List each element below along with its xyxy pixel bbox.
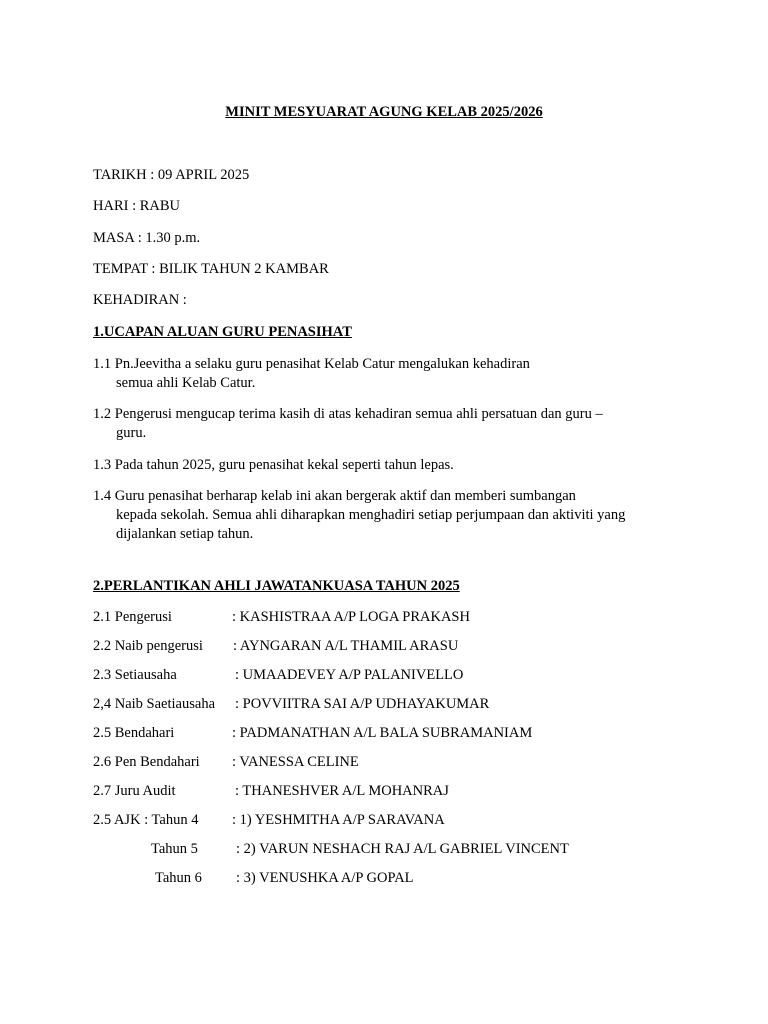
committee-label: Tahun 5 (151, 841, 198, 857)
committee-value: : UMAADEVEY A/P PALANIVELLO (235, 667, 464, 683)
item-line: guru. (116, 425, 147, 441)
committee-label: 2.5 AJK : Tahun 4 (93, 812, 199, 828)
committee-label: Tahun 6 (155, 870, 202, 886)
committee-label: 2.2 Naib pengerusi (93, 638, 203, 654)
committee-value: : 3) VENUSHKA A/P GOPAL (236, 870, 414, 886)
committee-value: : AYNGARAN A/L THAMIL ARASU (233, 638, 459, 654)
section1-item (93, 487, 625, 544)
committee-label: 2.6 Pen Bendahari (93, 754, 200, 770)
item-line: dijalankan setiap tahun. (116, 526, 254, 542)
committee-label: 2.7 Juru Audit (93, 783, 176, 799)
section1-item (93, 456, 454, 475)
committee-value: : 2) VARUN NESHACH RAJ A/L GABRIEL VINCENT (236, 841, 569, 857)
committee-value: : THANESHVER A/L MOHANRAJ (235, 783, 449, 799)
info-hari: HARI : RABU (93, 198, 181, 214)
committee-label: 2.3 Setiausaha (93, 667, 177, 683)
committee-label: 2.1 Pengerusi (93, 609, 172, 625)
item-line: 1.3 Pada tahun 2025, guru penasihat kekal seperti tahun lepas. (93, 457, 454, 473)
committee-value: : VANESSA CELINE (232, 754, 359, 770)
item-line: semua ahli Kelab Catur. (116, 375, 256, 391)
item-line: 1.1 Pn.Jeevitha a selaku guru penasihat Kelab Catur mengalukan kehadiran (93, 356, 530, 372)
committee-label: 2,4 Naib Saetiausaha (93, 696, 216, 712)
section1-item (93, 355, 530, 393)
info-kehadiran: KEHADIRAN : (93, 292, 187, 308)
section1-item (93, 405, 603, 443)
committee-value: : PADMANATHAN A/L BALA SUBRAMANIAM (232, 725, 533, 741)
document-title: MINIT MESYUARAT AGUNG KELAB 2025/2026 (225, 104, 543, 120)
committee-value: : KASHISTRAA A/P LOGA PRAKASH (232, 609, 470, 625)
info-tarikh: TARIKH : 09 APRIL 2025 (93, 167, 250, 183)
section2-heading: 2.PERLANTIKAN AHLI JAWATANKUASA TAHUN 2025 (93, 578, 460, 594)
committee-label: 2.5 Bendahari (93, 725, 175, 741)
item-line: kepada sekolah. Semua ahli diharapkan menghadiri setiap perjumpaan dan aktiviti yang (116, 507, 626, 523)
info-masa: MASA : 1.30 p.m. (93, 230, 201, 246)
section1-heading: 1.UCAPAN ALUAN GURU PENASIHAT (93, 324, 352, 340)
committee-value: : 1) YESHMITHA A/P SARAVANA (232, 812, 445, 828)
committee-value: : POVVIITRA SAI A/P UDHAYAKUMAR (235, 696, 490, 712)
item-line: 1.2 Pengerusi mengucap terima kasih di atas kehadiran semua ahli persatuan dan guru – (93, 406, 603, 422)
info-tempat: TEMPAT : BILIK TAHUN 2 KAMBAR (93, 261, 329, 277)
item-line: 1.4 Guru penasihat berharap kelab ini akan bergerak aktif dan memberi sumbangan (93, 488, 576, 504)
